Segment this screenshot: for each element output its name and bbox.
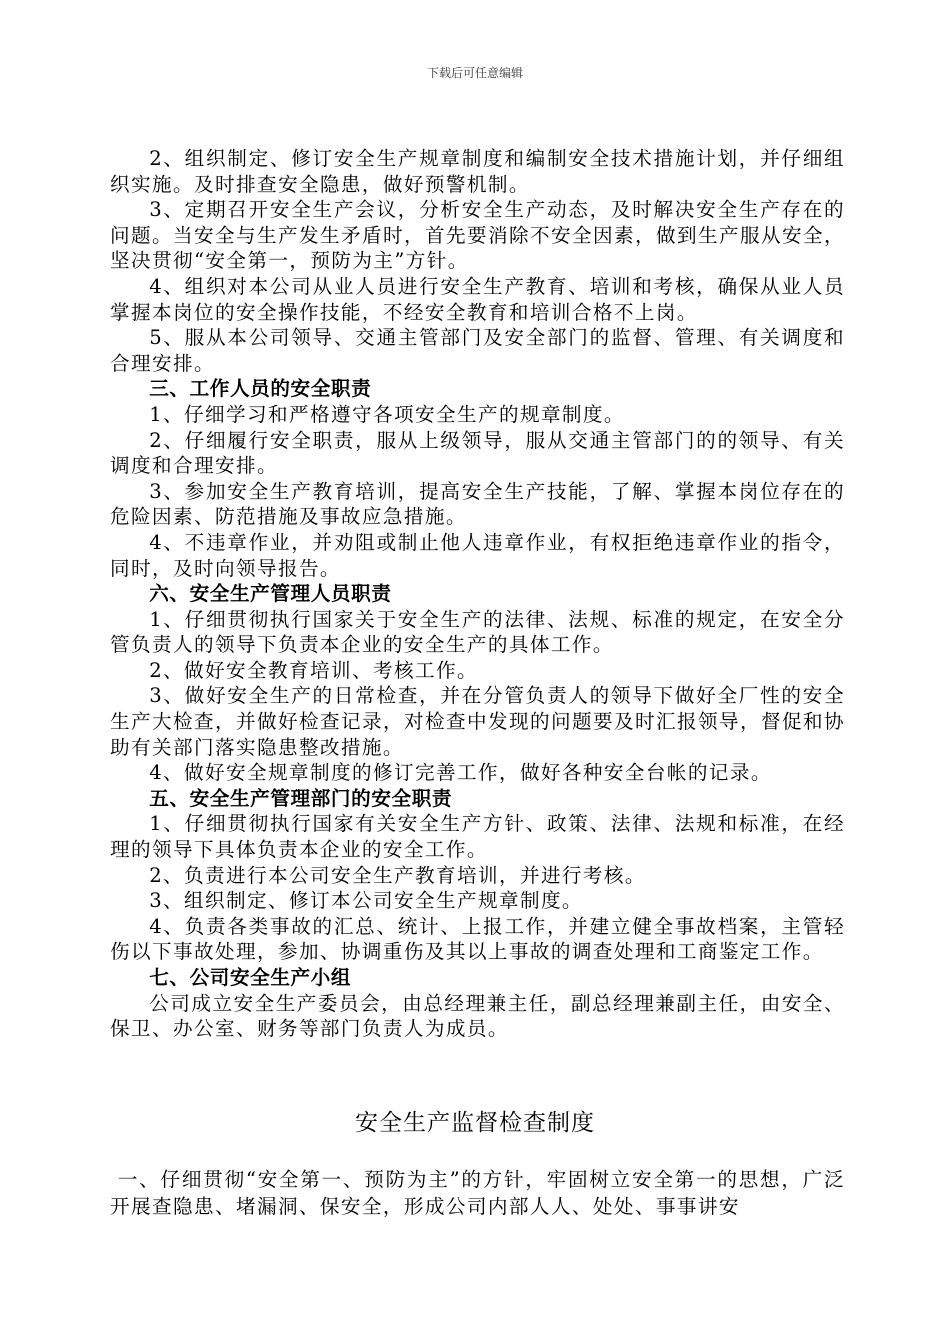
paragraph: 1、仔细学习和严格遵守各项安全生产的规章制度。 bbox=[149, 402, 625, 426]
section-title: 安全生产监督检查制度 bbox=[355, 1110, 595, 1136]
paragraph: 1、仔细贯彻执行国家关于安全生产的法律、法规、标准的规定，在安全分管负责人的领导下负责本企业的安全生产的具体工作。 bbox=[110, 607, 845, 657]
document-body bbox=[110, 146, 845, 1042]
paragraph: 2、做好安全教育培训、考核工作。 bbox=[149, 658, 478, 682]
section-body bbox=[110, 1166, 845, 1220]
paragraph: 一、仔细贯彻“安全第一、预防为主”的方针，牢固树立安全第一的思想，广泛开展查隐患、堵漏洞、保安全，形成公司内部人人、处处、事事讲安 bbox=[110, 1168, 845, 1218]
paragraph: 4、组织对本公司从业人员进行安全生产教育、培训和考核，确保从业人员掌握本岗位的安全操作技能，不经安全教育和培训合格不上岗。 bbox=[110, 274, 845, 324]
paragraph: 2、负责进行本公司安全生产教育培训，并进行考核。 bbox=[149, 863, 646, 887]
paragraph: 3、做好安全生产的日常检查，并在分管负责人的领导下做好全厂性的安全生产大检查，并做好检查记录，对检查中发现的问题要及时汇报领导，督促和协助有关部门落实隐患整改措施。 bbox=[110, 684, 845, 759]
section-heading: 三、工作人员的安全职责 bbox=[149, 377, 372, 401]
paragraph: 3、组织制定、修订本公司安全生产规章制度。 bbox=[149, 889, 583, 913]
paragraph: 4、不违章作业，并劝阻或制止他人违章作业，有权拒绝违章作业的指令，同时，及时向领导报告。 bbox=[110, 530, 845, 580]
download-watermark: 下载后可任意编辑 bbox=[426, 66, 523, 80]
section-heading: 七、公司安全生产小组 bbox=[149, 966, 352, 989]
paragraph: 2、组织制定、修订安全生产规章制度和编制安全技术措施计划，并仔细组织实施。及时排查安全隐患，做好预警机制。 bbox=[110, 147, 845, 196]
paragraph: 3、定期召开安全生产会议，分析安全生产动态，及时解决安全生产存在的问题。当安全与生产发生矛盾时，首先要消除不安全因素，做到生产服从安全，坚决贯彻“安全第一，预防为主”方针。 bbox=[110, 198, 845, 273]
section-heading: 六、安全生产管理人员职责 bbox=[149, 582, 392, 606]
paragraph: 2、仔细履行安全职责，服从上级领导，服从交通主管部门的的领导、有关调度和合理安排。 bbox=[110, 428, 845, 478]
paragraph: 1、仔细贯彻执行国家有关安全生产方针、政策、法律、法规和标准，在经理的领导下具体负责本企业的安全工作。 bbox=[110, 812, 845, 862]
paragraph: 5、服从本公司领导、交通主管部门及安全部门的监督、管理、有关调度和合理安排。 bbox=[110, 326, 845, 375]
section-heading: 五、安全生产管理部门的安全职责 bbox=[149, 786, 453, 810]
paragraph: 4、负责各类事故的汇总、统计、上报工作，并建立健全事故档案，主管轻伤以下事故处理，参加、协调重伤及其以上事故的调查处理和工商鉴定工作。 bbox=[110, 914, 845, 964]
paragraph: 公司成立安全生产委员会，由总经理兼主任，副总经理兼副主任，由安全、保卫、办公室、财务等部门负责人为成员。 bbox=[110, 991, 845, 1041]
paragraph: 3、参加安全生产教育培训，提高安全生产技能，了解、掌握本岗位存在的危险因素、防范措施及事故应急措施。 bbox=[110, 479, 845, 529]
paragraph: 4、做好安全规章制度的修订完善工作，做好各种安全台帐的记录。 bbox=[149, 761, 772, 785]
